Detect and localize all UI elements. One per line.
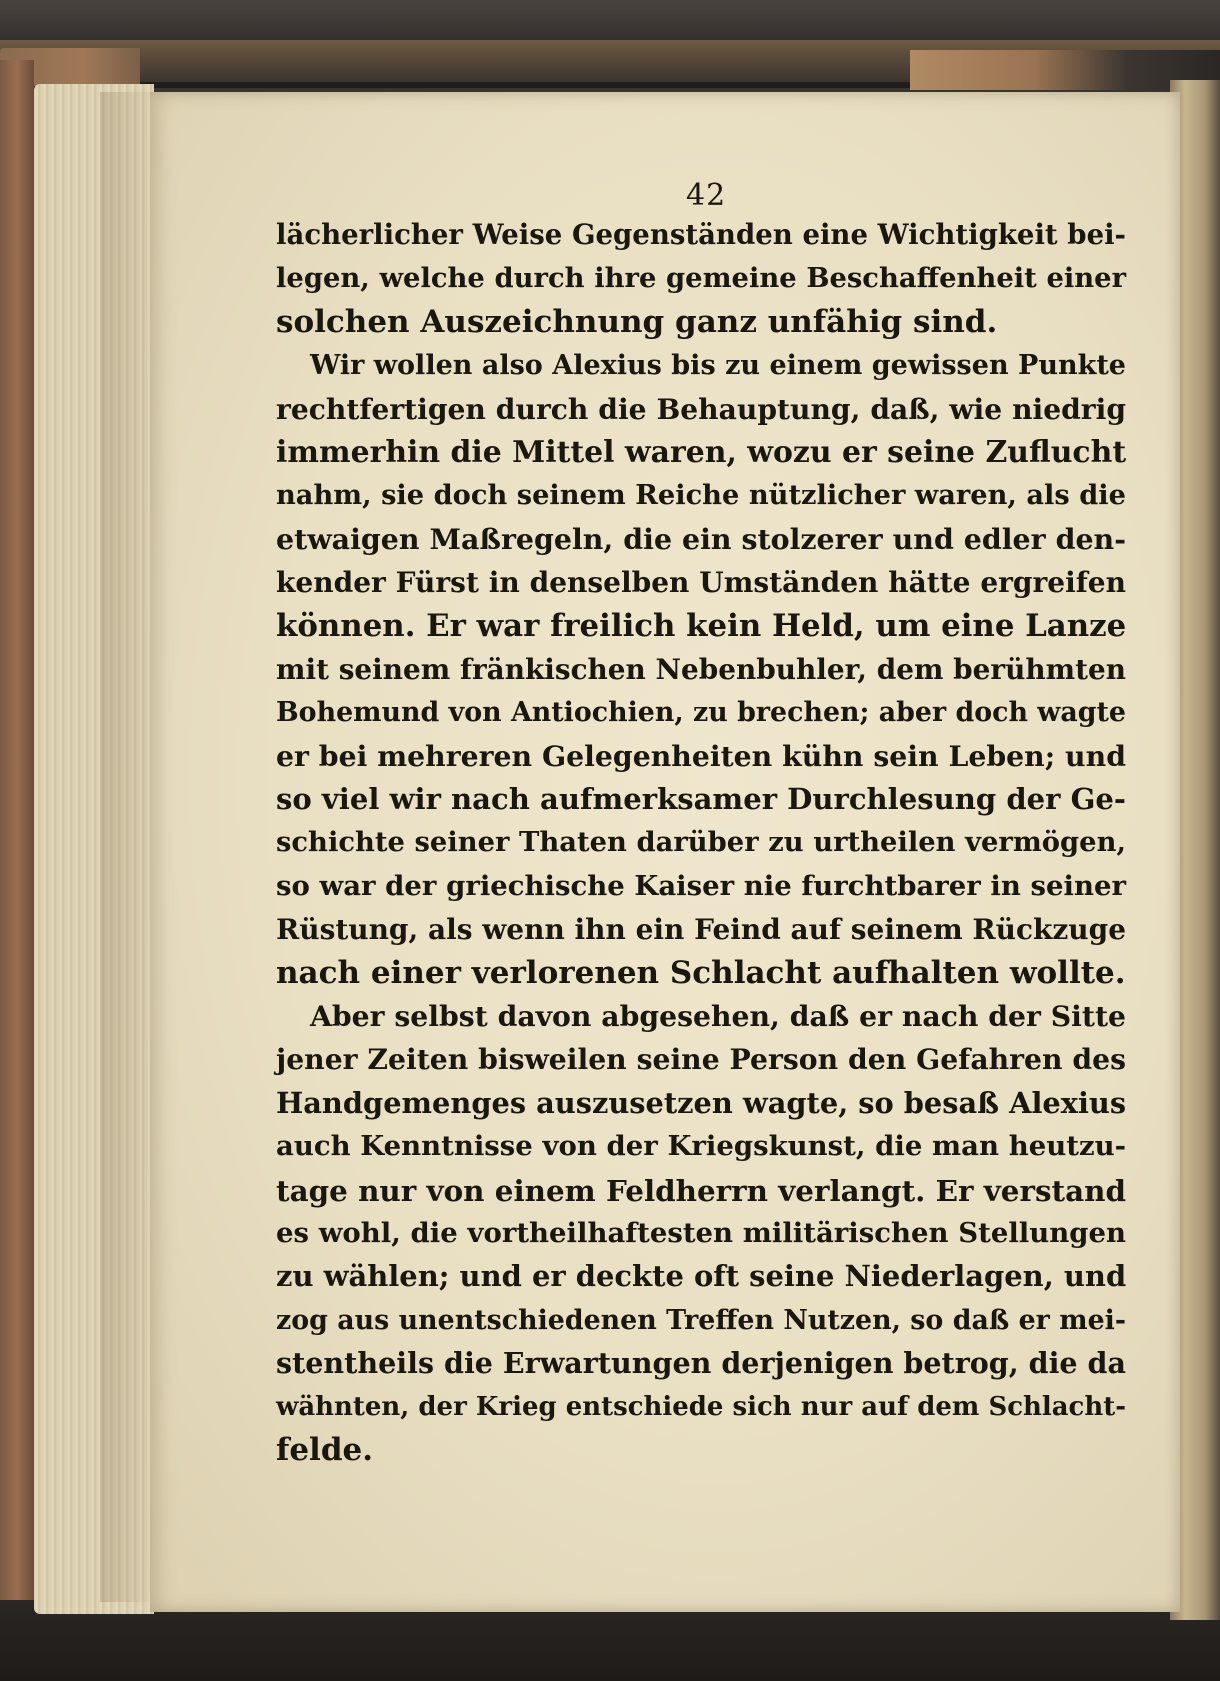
text-line: jener Zeiten bisweilen seine Person den Gefahren des bbox=[276, 1042, 1126, 1077]
page-number: 42 bbox=[686, 178, 727, 213]
text-line: zu wählen; und er deckte oft seine Niederlagen, und bbox=[276, 1259, 1127, 1294]
text-line: mit seinem fränkischen Nebenbuhler, dem berühmten bbox=[276, 652, 1126, 686]
text-line: Wir wollen also Alexius bis zu einem gewissen Punkte bbox=[310, 350, 1126, 382]
book-cover-left-edge bbox=[0, 60, 34, 1681]
text-line: es wohl, die vortheilhaftesten militärischen Stellungen bbox=[276, 1216, 1126, 1249]
text-line: felde. bbox=[276, 1431, 374, 1468]
text-line: kender Fürst in denselben Umständen hätte ergreifen bbox=[276, 566, 1126, 600]
text-line: schichte seiner Thaten darüber zu urtheilen vermögen, bbox=[276, 826, 1126, 859]
book-cover-bottom bbox=[0, 1600, 1220, 1681]
page-text bbox=[276, 214, 1126, 1472]
text-line: zog aus unentschiedenen Treffen Nutzen, so daß er mei- bbox=[276, 1304, 1126, 1336]
text-line: Handgemenges auszusetzen wagte, so besaß Alexius bbox=[276, 1085, 1127, 1120]
text-line: Rüstung, als wenn ihn ein Feind auf seinem Rückzuge bbox=[276, 913, 1126, 947]
text-line: Bohemund von Antiochien, zu brechen; aber doch wagte bbox=[276, 697, 1126, 729]
text-line: so war der griechische Kaiser nie furchtbarer in seiner bbox=[276, 869, 1126, 902]
text-line: stentheils die Erwartungen derjenigen betrog, die da bbox=[276, 1346, 1126, 1381]
text-line: solchen Auszeichnung ganz unfähig sind. bbox=[276, 303, 998, 340]
text-line: wähnten, der Krieg entschiede sich nur auf dem Schlacht- bbox=[276, 1391, 1126, 1422]
text-line: nahm, sie doch seinem Reiche nützlicher waren, als die bbox=[276, 479, 1126, 512]
text-line: lächerlicher Weise Gegenständen eine Wichtigkeit bei- bbox=[276, 219, 1126, 251]
text-line: auch Kenntnisse von der Kriegskunst, die man heutzu- bbox=[276, 1130, 1126, 1163]
text-line: etwaigen Maßregeln, die ein stolzerer und edler den- bbox=[276, 521, 1126, 556]
text-line: können. Er war freilich kein Held, um eine Lanze bbox=[276, 607, 1127, 644]
text-line: immerhin die Mittel waren, wozu er seine Zuflucht bbox=[276, 434, 1127, 470]
text-line: so viel wir nach aufmerksamer Durchlesung der Ge- bbox=[276, 782, 1126, 817]
text-line: nach einer verlorenen Schlacht aufhalten wollte. bbox=[276, 954, 1126, 991]
text-line: er bei mehreren Gelegenheiten kühn sein Leben; und bbox=[276, 738, 1126, 773]
text-line: Aber selbst davon abgesehen, daß er nach der Sitte bbox=[310, 999, 1126, 1034]
text-line: rechtfertigen durch die Behauptung, daß, wie niedrig bbox=[276, 392, 1126, 426]
text-line: legen, welche durch ihre gemeine Beschaffenheit einer bbox=[276, 262, 1126, 295]
text-line: tage nur von einem Feldherrn verlangt. Er verstand bbox=[276, 1172, 1126, 1208]
